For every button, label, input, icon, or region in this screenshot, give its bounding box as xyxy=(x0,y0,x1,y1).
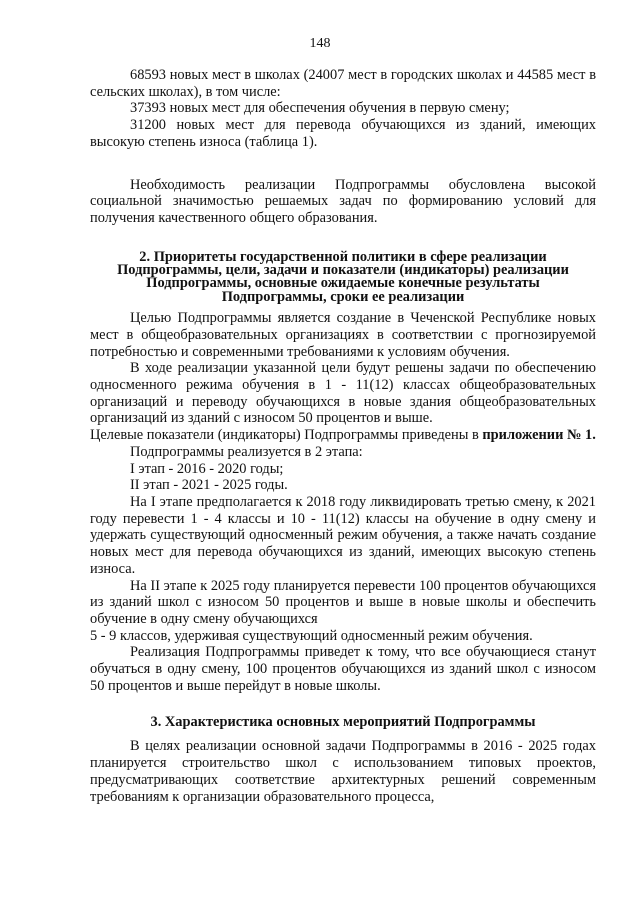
paragraph: 5 - 9 классов, удерживая существующий односменный режим обучения. xyxy=(90,627,533,644)
paragraph: На I этапе предполагается к 2018 году ликвидировать третью смену, к 2021 году перевести 1 - 4 классы и 10 - 11(12) классы на обучение в одну смену и удержать существующий односменный режим обучения, а также начать создание новых мест для перевода обучающихся из зданий, имеющих высокую степень износа. xyxy=(90,493,596,577)
paragraph: Целью Подпрограммы является создание в Чеченской Республике новых мест в общеобразовательных организациях в соответствии с прогнозируемой потребностью и современными требованиями к условиям обучения. xyxy=(90,310,596,360)
paragraph: В целях реализации основной задачи Подпрограммы в 2016 - 2025 годах планируется строительство школ с использованием типовых проектов, предусматривающих соответствие архитектурных решений современным требованиям к организации образовательного процесса, xyxy=(90,738,596,805)
appendix-reference: приложении № 1. xyxy=(482,427,596,444)
paragraph: 37393 новых мест для обеспечения обучения в первую смену; xyxy=(130,100,510,117)
document-body xyxy=(90,67,596,805)
paragraph: Необходимость реализации Подпрограммы обусловлена высокой социальной значимостью решаемых задач по формированию условий для получения качественного общего образования. xyxy=(90,176,596,226)
paragraph: На II этапе к 2025 году планируется перевести 100 процентов обучающихся из зданий школ с износом 50 процентов и выше в новые школы и обеспечить обучение в одну смену обучающихся xyxy=(90,577,596,627)
section-heading: 3. Характеристика основных мероприятий Подпрограммы xyxy=(150,714,536,731)
paragraph: I этап - 2016 - 2020 годы; xyxy=(130,460,284,477)
paragraph: 68593 новых мест в школах (24007 мест в городских школах и 44585 мест в сельских школах), в том числе: xyxy=(90,67,596,100)
paragraph: В ходе реализации указанной цели будут решены задачи по обеспечению односменного режима обучения в 1 - 11(12) классах общеобразовательных организаций и переводу обучающихся в новые здания общеобразовательных организаций из зданий с износом 50 процентов и выше. xyxy=(90,360,596,427)
section-heading: 2. Приоритеты государственной политики в сфере реализации Подпрограммы, цели, задачи и показатели (индикаторы) реализации Подпрограммы, основные ожидаемые конечные результаты Подпрограммы, сроки ее реализации xyxy=(117,248,569,305)
paragraph: Целевые показатели (индикаторы) Подпрограммы приведены в приложении № 1. xyxy=(90,427,596,444)
paragraph: II этап - 2021 - 2025 годы. xyxy=(130,477,288,494)
paragraph: 31200 новых мест для перевода обучающихся из зданий, имеющих высокую степень износа (таблица 1). xyxy=(90,117,596,150)
page-number: 148 xyxy=(309,36,331,51)
paragraph: Реализация Подпрограммы приведет к тому, что все обучающиеся станут обучаться в одну смену, 100 процентов обучающихся из зданий школ с износом 50 процентов и выше перейдут в новые школы. xyxy=(90,644,596,694)
paragraph: Подпрограммы реализуется в 2 этапа: xyxy=(130,443,363,460)
